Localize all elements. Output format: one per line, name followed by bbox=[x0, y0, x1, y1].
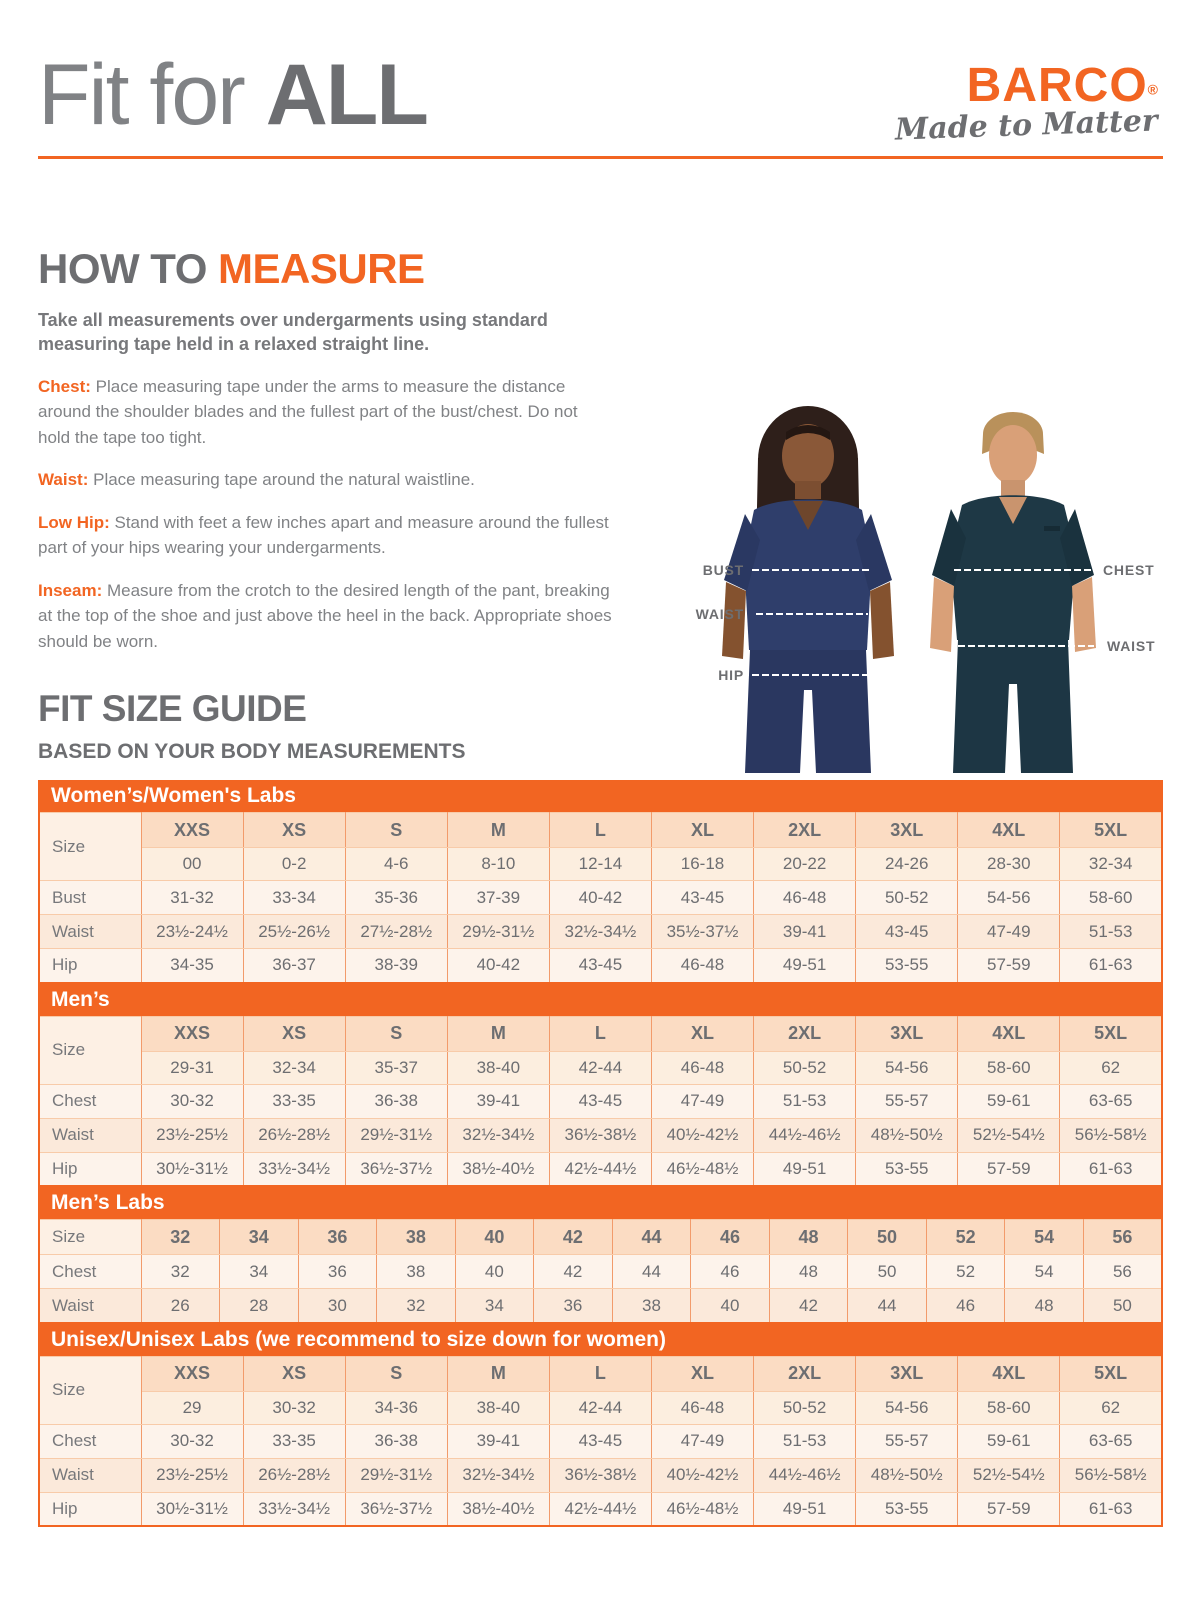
row-label-cell: Chest bbox=[39, 1424, 141, 1458]
data-cell: 63-65 bbox=[1060, 1424, 1162, 1458]
data-cell: 32 bbox=[377, 1289, 456, 1323]
size-label-cell: Size bbox=[39, 1016, 141, 1084]
size-header-cell: 4XL bbox=[958, 1356, 1060, 1391]
data-cell: 59-61 bbox=[958, 1424, 1060, 1458]
data-cell: 36½-37½ bbox=[345, 1152, 447, 1186]
size-header-cell: M bbox=[447, 1016, 549, 1051]
data-cell: 50 bbox=[848, 1255, 927, 1289]
data-cell: 56½-58½ bbox=[1060, 1118, 1162, 1152]
size-number-cell: 58-60 bbox=[958, 1051, 1060, 1084]
size-tables bbox=[38, 780, 1163, 1527]
data-cell: 39-41 bbox=[447, 1084, 549, 1118]
size-number-cell: 16-18 bbox=[651, 848, 753, 881]
data-cell: 61-63 bbox=[1060, 1492, 1162, 1526]
size-header-cell: 46 bbox=[691, 1220, 770, 1255]
data-cell: 53-55 bbox=[856, 949, 958, 983]
size-number-cell: 8-10 bbox=[447, 848, 549, 881]
data-cell: 30-32 bbox=[141, 1084, 243, 1118]
measurement-row bbox=[39, 1424, 1162, 1458]
data-cell: 38 bbox=[377, 1255, 456, 1289]
data-cell: 32½-34½ bbox=[447, 1458, 549, 1492]
measurement-row bbox=[39, 1084, 1162, 1118]
size-header-cell: 36 bbox=[298, 1220, 377, 1255]
data-cell: 33½-34½ bbox=[243, 1492, 345, 1526]
data-cell: 35½-37½ bbox=[651, 915, 753, 949]
data-cell: 40-42 bbox=[447, 949, 549, 983]
data-cell: 42 bbox=[769, 1289, 848, 1323]
size-label-cell: Size bbox=[39, 1356, 141, 1424]
data-cell: 25½-26½ bbox=[243, 915, 345, 949]
size-header-cell: XXS bbox=[141, 1016, 243, 1051]
size-header-cell: 2XL bbox=[754, 1356, 856, 1391]
size-number-cell: 42-44 bbox=[549, 1051, 651, 1084]
row-label-cell: Bust bbox=[39, 881, 141, 915]
size-header-row bbox=[39, 1016, 1162, 1051]
row-label-cell: Hip bbox=[39, 949, 141, 983]
how-to-measure-title-gray: HOW TO bbox=[38, 245, 219, 292]
data-cell: 44½-46½ bbox=[754, 1458, 856, 1492]
size-header-cell: 5XL bbox=[1060, 1356, 1162, 1391]
measure-item-lowhip bbox=[38, 510, 613, 561]
data-cell: 52 bbox=[926, 1255, 1005, 1289]
data-cell: 32 bbox=[141, 1255, 220, 1289]
data-cell: 42 bbox=[534, 1255, 613, 1289]
size-header-cell: XL bbox=[651, 1356, 753, 1391]
data-cell: 36½-38½ bbox=[549, 1118, 651, 1152]
data-cell: 43-45 bbox=[549, 949, 651, 983]
data-cell: 49-51 bbox=[754, 1152, 856, 1186]
data-cell: 51-53 bbox=[754, 1084, 856, 1118]
size-header-cell: 50 bbox=[848, 1220, 927, 1255]
data-cell: 29½-31½ bbox=[345, 1458, 447, 1492]
data-cell: 33-35 bbox=[243, 1424, 345, 1458]
data-cell: 39-41 bbox=[447, 1424, 549, 1458]
data-cell: 40½-42½ bbox=[651, 1118, 753, 1152]
data-cell: 56½-58½ bbox=[1060, 1458, 1162, 1492]
table-title-band: Men’s bbox=[38, 984, 1163, 1016]
size-header-cell: XXS bbox=[141, 813, 243, 848]
size-header-cell: XS bbox=[243, 1016, 345, 1051]
data-cell: 34 bbox=[455, 1289, 534, 1323]
table-title-band: Men’s Labs bbox=[38, 1187, 1163, 1219]
data-cell: 48 bbox=[769, 1255, 848, 1289]
measure-item-inseam-text: Measure from the crotch to the desired length of the pant, breaking at the top of the shoe and just above the heel in the back. Appropriate shoes should be worn. bbox=[38, 580, 612, 651]
size-number-row bbox=[39, 1051, 1162, 1084]
data-cell: 28 bbox=[220, 1289, 299, 1323]
data-cell: 32½-34½ bbox=[447, 1118, 549, 1152]
measurement-row bbox=[39, 949, 1162, 983]
size-header-cell: 4XL bbox=[958, 813, 1060, 848]
chest-pocket bbox=[1044, 526, 1060, 531]
size-header-cell: L bbox=[549, 813, 651, 848]
measure-item-chest-text: Place measuring tape under the arms to measure the distance around the shoulder blades and the fullest part of the bust/chest. Do not hold the tape too tight. bbox=[38, 376, 578, 447]
data-cell: 31-32 bbox=[141, 881, 243, 915]
waist-right-label: WAIST bbox=[1107, 638, 1156, 654]
size-header-cell: L bbox=[549, 1016, 651, 1051]
data-cell: 30-32 bbox=[141, 1424, 243, 1458]
size-number-cell: 50-52 bbox=[754, 1391, 856, 1424]
size-header-cell: XS bbox=[243, 813, 345, 848]
bust-label: BUST bbox=[702, 562, 744, 578]
data-cell: 38½-40½ bbox=[447, 1152, 549, 1186]
data-cell: 46-48 bbox=[754, 881, 856, 915]
size-number-cell: 54-56 bbox=[856, 1051, 958, 1084]
size-header-cell: 40 bbox=[455, 1220, 534, 1255]
size-header-cell: 32 bbox=[141, 1220, 220, 1255]
data-cell: 42½-44½ bbox=[549, 1492, 651, 1526]
row-label-cell: Hip bbox=[39, 1492, 141, 1526]
size-header-cell: 54 bbox=[1005, 1220, 1084, 1255]
data-cell: 44 bbox=[848, 1289, 927, 1323]
data-cell: 48 bbox=[1005, 1289, 1084, 1323]
size-number-cell: 4-6 bbox=[345, 848, 447, 881]
size-header-cell: 2XL bbox=[754, 1016, 856, 1051]
measure-item-waist-label: Waist: bbox=[38, 470, 89, 490]
measure-item-waist-text: Place measuring tape around the natural waistline. bbox=[93, 470, 475, 490]
size-header-row bbox=[39, 1356, 1162, 1391]
data-cell: 43-45 bbox=[651, 881, 753, 915]
measurement-row bbox=[39, 1255, 1162, 1289]
data-cell: 44 bbox=[612, 1255, 691, 1289]
data-cell: 57-59 bbox=[958, 949, 1060, 983]
data-cell: 23½-24½ bbox=[141, 915, 243, 949]
data-cell: 36 bbox=[534, 1289, 613, 1323]
data-cell: 26 bbox=[141, 1289, 220, 1323]
data-cell: 43-45 bbox=[549, 1424, 651, 1458]
measurement-row bbox=[39, 1492, 1162, 1526]
size-header-cell: 44 bbox=[612, 1220, 691, 1255]
size-header-cell: 3XL bbox=[856, 1016, 958, 1051]
data-cell: 52½-54½ bbox=[958, 1458, 1060, 1492]
measure-item-chest bbox=[38, 374, 613, 451]
size-number-cell: 46-48 bbox=[651, 1051, 753, 1084]
size-header-cell: XL bbox=[651, 813, 753, 848]
data-cell: 44½-46½ bbox=[754, 1118, 856, 1152]
how-to-measure-title-accent: MEASURE bbox=[218, 245, 425, 292]
row-label-cell: Waist bbox=[39, 1458, 141, 1492]
data-cell: 33½-34½ bbox=[243, 1152, 345, 1186]
woman-figure bbox=[722, 406, 894, 773]
data-cell: 29½-31½ bbox=[447, 915, 549, 949]
data-cell: 33-34 bbox=[243, 881, 345, 915]
size-header-cell: 56 bbox=[1083, 1220, 1162, 1255]
size-header-cell: XXS bbox=[141, 1356, 243, 1391]
size-number-cell: 0-2 bbox=[243, 848, 345, 881]
brand-logo bbox=[894, 59, 1159, 148]
data-cell: 54 bbox=[1005, 1255, 1084, 1289]
size-header-cell: M bbox=[447, 1356, 549, 1391]
data-cell: 46 bbox=[691, 1255, 770, 1289]
data-cell: 40 bbox=[691, 1289, 770, 1323]
hip-label: HIP bbox=[718, 667, 744, 683]
row-label-cell: Waist bbox=[39, 1118, 141, 1152]
size-header-cell: 5XL bbox=[1060, 813, 1162, 848]
data-cell: 40½-42½ bbox=[651, 1458, 753, 1492]
size-number-cell: 50-52 bbox=[754, 1051, 856, 1084]
man-figure bbox=[930, 412, 1096, 773]
data-cell: 39-41 bbox=[754, 915, 856, 949]
measurement-row bbox=[39, 915, 1162, 949]
measure-item-lowhip-text: Stand with feet a few inches apart and measure around the fullest part of your hips wearing your undergarments. bbox=[38, 512, 609, 558]
size-header-cell: 48 bbox=[769, 1220, 848, 1255]
size-number-cell: 29-31 bbox=[141, 1051, 243, 1084]
chest-label: CHEST bbox=[1103, 562, 1155, 578]
data-cell: 49-51 bbox=[754, 949, 856, 983]
size-header-cell: M bbox=[447, 813, 549, 848]
size-number-cell: 32-34 bbox=[1060, 848, 1162, 881]
data-cell: 36½-37½ bbox=[345, 1492, 447, 1526]
table-title-band: Unisex/Unisex Labs (we recommend to size down for women) bbox=[38, 1324, 1163, 1356]
size-table bbox=[38, 1219, 1163, 1324]
size-number-cell: 30-32 bbox=[243, 1391, 345, 1424]
data-cell: 42½-44½ bbox=[549, 1152, 651, 1186]
data-cell: 55-57 bbox=[856, 1084, 958, 1118]
size-header-cell: 4XL bbox=[958, 1016, 1060, 1051]
size-header-cell: S bbox=[345, 1016, 447, 1051]
data-cell: 47-49 bbox=[651, 1424, 753, 1458]
how-to-measure-title bbox=[38, 245, 613, 292]
row-label-cell: Chest bbox=[39, 1255, 141, 1289]
data-cell: 50 bbox=[1083, 1289, 1162, 1323]
measure-item-waist bbox=[38, 467, 613, 493]
measurement-row bbox=[39, 1289, 1162, 1323]
measurement-row bbox=[39, 1152, 1162, 1186]
size-number-cell: 20-22 bbox=[754, 848, 856, 881]
brand-wordmark: BARCO bbox=[966, 59, 1148, 112]
data-cell: 38½-40½ bbox=[447, 1492, 549, 1526]
data-cell: 57-59 bbox=[958, 1492, 1060, 1526]
measurement-row bbox=[39, 1118, 1162, 1152]
data-cell: 61-63 bbox=[1060, 949, 1162, 983]
data-cell: 36-38 bbox=[345, 1424, 447, 1458]
data-cell: 46½-48½ bbox=[651, 1492, 753, 1526]
fit-size-guide-subtitle: BASED ON YOUR BODY MEASUREMENTS bbox=[38, 740, 466, 763]
size-header-cell: L bbox=[549, 1356, 651, 1391]
size-number-cell: 29 bbox=[141, 1391, 243, 1424]
data-cell: 26½-28½ bbox=[243, 1118, 345, 1152]
data-cell: 51-53 bbox=[1060, 915, 1162, 949]
row-label-cell: Waist bbox=[39, 1289, 141, 1323]
page-title bbox=[38, 47, 427, 143]
data-cell: 46 bbox=[926, 1289, 1005, 1323]
data-cell: 36½-38½ bbox=[549, 1458, 651, 1492]
size-number-cell: 58-60 bbox=[958, 1391, 1060, 1424]
size-header-cell: XL bbox=[651, 1016, 753, 1051]
size-number-cell: 35-37 bbox=[345, 1051, 447, 1084]
data-cell: 26½-28½ bbox=[243, 1458, 345, 1492]
page-title-light: Fit for bbox=[38, 47, 266, 143]
size-header-cell: 34 bbox=[220, 1220, 299, 1255]
data-cell: 51-53 bbox=[754, 1424, 856, 1458]
size-number-cell: 38-40 bbox=[447, 1051, 549, 1084]
data-cell: 47-49 bbox=[651, 1084, 753, 1118]
size-number-row bbox=[39, 848, 1162, 881]
data-cell: 30½-31½ bbox=[141, 1152, 243, 1186]
data-cell: 43-45 bbox=[856, 915, 958, 949]
registered-mark-icon: ® bbox=[1147, 81, 1158, 98]
data-cell: 36-37 bbox=[243, 949, 345, 983]
data-cell: 53-55 bbox=[856, 1152, 958, 1186]
data-cell: 59-61 bbox=[958, 1084, 1060, 1118]
data-cell: 47-49 bbox=[958, 915, 1060, 949]
header-divider bbox=[38, 156, 1163, 159]
size-label-cell: Size bbox=[39, 1220, 141, 1255]
measurement-row bbox=[39, 1458, 1162, 1492]
size-number-cell: 12-14 bbox=[549, 848, 651, 881]
row-label-cell: Hip bbox=[39, 1152, 141, 1186]
size-table bbox=[38, 1016, 1163, 1188]
size-header-row bbox=[39, 813, 1162, 848]
data-cell: 57-59 bbox=[958, 1152, 1060, 1186]
data-cell: 40-42 bbox=[549, 881, 651, 915]
measurement-row bbox=[39, 881, 1162, 915]
size-header-cell: 52 bbox=[926, 1220, 1005, 1255]
how-to-measure-section bbox=[38, 245, 613, 654]
data-cell: 63-65 bbox=[1060, 1084, 1162, 1118]
size-table bbox=[38, 812, 1163, 984]
data-cell: 33-35 bbox=[243, 1084, 345, 1118]
data-cell: 46-48 bbox=[651, 949, 753, 983]
data-cell: 29½-31½ bbox=[345, 1118, 447, 1152]
size-number-cell: 42-44 bbox=[549, 1391, 651, 1424]
size-number-cell: 28-30 bbox=[958, 848, 1060, 881]
size-number-cell: 34-36 bbox=[345, 1391, 447, 1424]
data-cell: 34-35 bbox=[141, 949, 243, 983]
data-cell: 48½-50½ bbox=[856, 1118, 958, 1152]
models-photo bbox=[648, 388, 1175, 773]
size-header-cell: XS bbox=[243, 1356, 345, 1391]
size-number-cell: 32-34 bbox=[243, 1051, 345, 1084]
size-header-cell: 2XL bbox=[754, 813, 856, 848]
size-number-cell: 24-26 bbox=[856, 848, 958, 881]
fit-size-guide-title: FIT SIZE GUIDE bbox=[38, 688, 307, 729]
size-number-cell: 54-56 bbox=[856, 1391, 958, 1424]
size-header-cell: 42 bbox=[534, 1220, 613, 1255]
measure-intro: Take all measurements over undergarments using standard measuring tape held in a relaxed straight line. bbox=[38, 310, 548, 355]
waist-left-label: WAIST bbox=[695, 606, 744, 622]
row-label-cell: Chest bbox=[39, 1084, 141, 1118]
data-cell: 32½-34½ bbox=[549, 915, 651, 949]
data-cell: 56 bbox=[1083, 1255, 1162, 1289]
row-label-cell: Waist bbox=[39, 915, 141, 949]
data-cell: 50-52 bbox=[856, 881, 958, 915]
data-cell: 46½-48½ bbox=[651, 1152, 753, 1186]
data-cell: 40 bbox=[455, 1255, 534, 1289]
size-number-cell: 38-40 bbox=[447, 1391, 549, 1424]
data-cell: 52½-54½ bbox=[958, 1118, 1060, 1152]
size-number-row bbox=[39, 1391, 1162, 1424]
measure-item-lowhip-label: Low Hip: bbox=[38, 512, 110, 532]
size-number-cell: 62 bbox=[1060, 1051, 1162, 1084]
data-cell: 48½-50½ bbox=[856, 1458, 958, 1492]
data-cell: 35-36 bbox=[345, 881, 447, 915]
size-header-cell: 3XL bbox=[856, 813, 958, 848]
size-table bbox=[38, 1356, 1163, 1528]
data-cell: 53-55 bbox=[856, 1492, 958, 1526]
data-cell: 61-63 bbox=[1060, 1152, 1162, 1186]
data-cell: 49-51 bbox=[754, 1492, 856, 1526]
size-header-row bbox=[39, 1220, 1162, 1255]
data-cell: 38-39 bbox=[345, 949, 447, 983]
data-cell: 55-57 bbox=[856, 1424, 958, 1458]
measure-item-chest-label: Chest: bbox=[38, 376, 91, 396]
page-title-heavy: ALL bbox=[265, 47, 427, 143]
size-header-cell: 5XL bbox=[1060, 1016, 1162, 1051]
measure-item-inseam-label: Inseam: bbox=[38, 580, 103, 600]
data-cell: 27½-28½ bbox=[345, 915, 447, 949]
models-illustration bbox=[648, 388, 1175, 773]
size-header-cell: S bbox=[345, 813, 447, 848]
data-cell: 43-45 bbox=[549, 1084, 651, 1118]
size-header-cell: S bbox=[345, 1356, 447, 1391]
brand-tagline: Made to Matter bbox=[894, 103, 1159, 148]
data-cell: 36-38 bbox=[345, 1084, 447, 1118]
data-cell: 23½-25½ bbox=[141, 1458, 243, 1492]
size-label-cell: Size bbox=[39, 813, 141, 881]
data-cell: 36 bbox=[298, 1255, 377, 1289]
size-number-cell: 62 bbox=[1060, 1391, 1162, 1424]
data-cell: 30 bbox=[298, 1289, 377, 1323]
table-title-band: Women’s/Women's Labs bbox=[38, 780, 1163, 812]
data-cell: 23½-25½ bbox=[141, 1118, 243, 1152]
data-cell: 34 bbox=[220, 1255, 299, 1289]
size-header-cell: 38 bbox=[377, 1220, 456, 1255]
data-cell: 30½-31½ bbox=[141, 1492, 243, 1526]
measure-item-inseam bbox=[38, 578, 613, 655]
size-number-cell: 46-48 bbox=[651, 1391, 753, 1424]
data-cell: 38 bbox=[612, 1289, 691, 1323]
data-cell: 58-60 bbox=[1060, 881, 1162, 915]
size-number-cell: 00 bbox=[141, 848, 243, 881]
data-cell: 37-39 bbox=[447, 881, 549, 915]
size-header-cell: 3XL bbox=[856, 1356, 958, 1391]
data-cell: 54-56 bbox=[958, 881, 1060, 915]
